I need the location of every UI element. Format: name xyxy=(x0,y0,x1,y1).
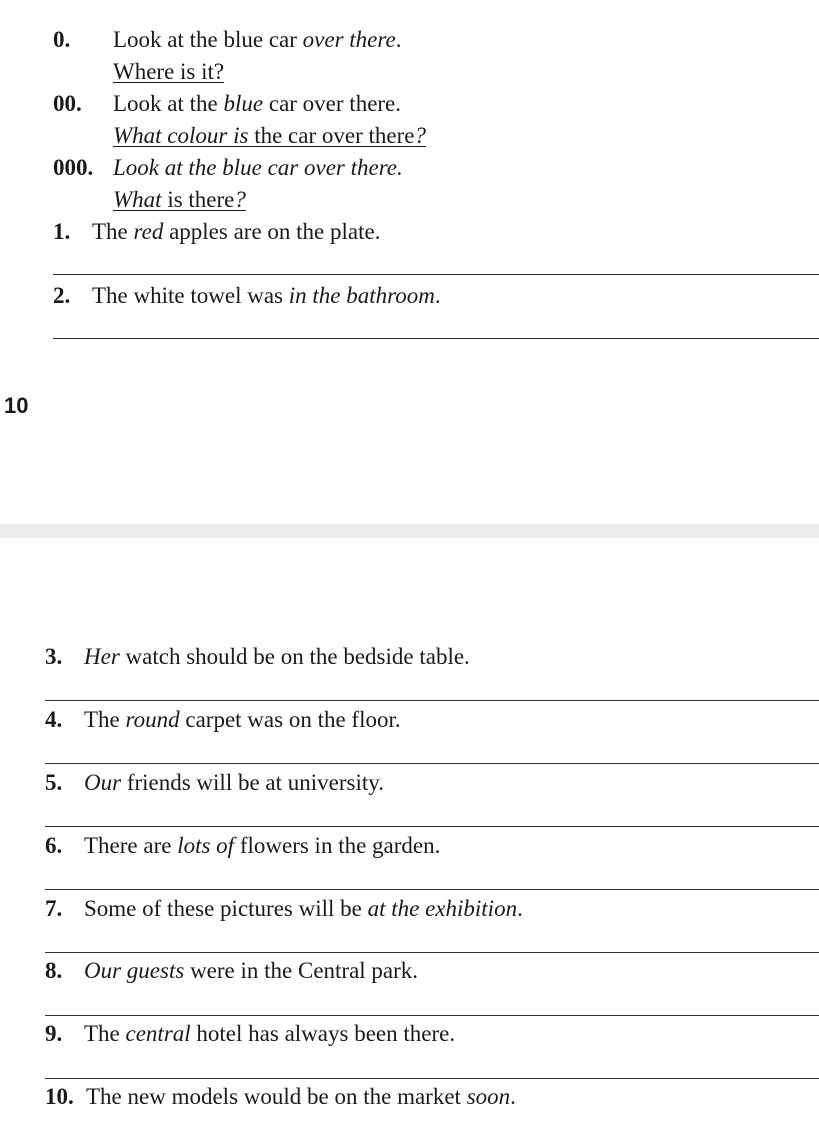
item-9-number: 9. xyxy=(45,1021,63,1046)
item-7-sentence: Some of these pictures will be at the exhibition. xyxy=(84,896,523,921)
item-8-answer-line[interactable] xyxy=(45,1015,819,1016)
item-7-number: 7. xyxy=(45,896,63,921)
item-1-answer-line[interactable] xyxy=(53,274,819,275)
item-5-number: 5. xyxy=(45,770,63,795)
item-6-number: 6. xyxy=(45,833,63,858)
example-00-answer: What colour is the car over there? xyxy=(113,123,426,148)
example-00-number: 00. xyxy=(53,91,82,116)
item-1-number: 1. xyxy=(53,219,71,244)
item-2-number: 2. xyxy=(53,283,71,308)
page-number: 10 xyxy=(4,393,29,418)
example-0-number: 0. xyxy=(53,27,71,52)
item-8-number: 8. xyxy=(45,958,63,983)
item-4-answer-line[interactable] xyxy=(45,763,819,764)
item-2-answer-line[interactable] xyxy=(53,338,819,339)
item-4-number: 4. xyxy=(45,707,63,732)
item-5-answer-line[interactable] xyxy=(45,826,819,827)
example-000-sentence: Look at the blue car over there. xyxy=(113,155,403,180)
item-5-sentence: Our friends will be at university. xyxy=(84,770,385,795)
page-divider xyxy=(0,524,819,538)
item-6-answer-line[interactable] xyxy=(45,889,819,890)
item-10-number: 10. xyxy=(45,1084,74,1109)
example-00-sentence: Look at the blue car over there. xyxy=(113,91,402,116)
item-4-sentence: The round carpet was on the floor. xyxy=(84,707,401,732)
example-000-answer: What is there? xyxy=(113,187,246,212)
item-6-sentence: There are lots of flowers in the garden. xyxy=(84,833,441,858)
example-0-sentence: Look at the blue car over there. xyxy=(113,27,402,52)
item-9-answer-line[interactable] xyxy=(45,1078,819,1079)
item-3-sentence: Her watch should be on the bedside table. xyxy=(84,644,470,669)
item-7-answer-line[interactable] xyxy=(45,952,819,953)
item-8-sentence: Our guests were in the Central park. xyxy=(84,958,419,983)
item-2-sentence: The white towel was in the bathroom. xyxy=(92,283,441,308)
example-000-number: 000. xyxy=(53,155,94,180)
item-3-answer-line[interactable] xyxy=(45,700,819,701)
example-0-answer: Where is it? xyxy=(113,59,225,84)
item-9-sentence: The central hotel has always been there. xyxy=(84,1021,456,1046)
item-3-number: 3. xyxy=(45,644,63,669)
item-1-sentence: The red apples are on the plate. xyxy=(92,219,381,244)
item-10-sentence: The new models would be on the market soon. xyxy=(86,1084,516,1109)
